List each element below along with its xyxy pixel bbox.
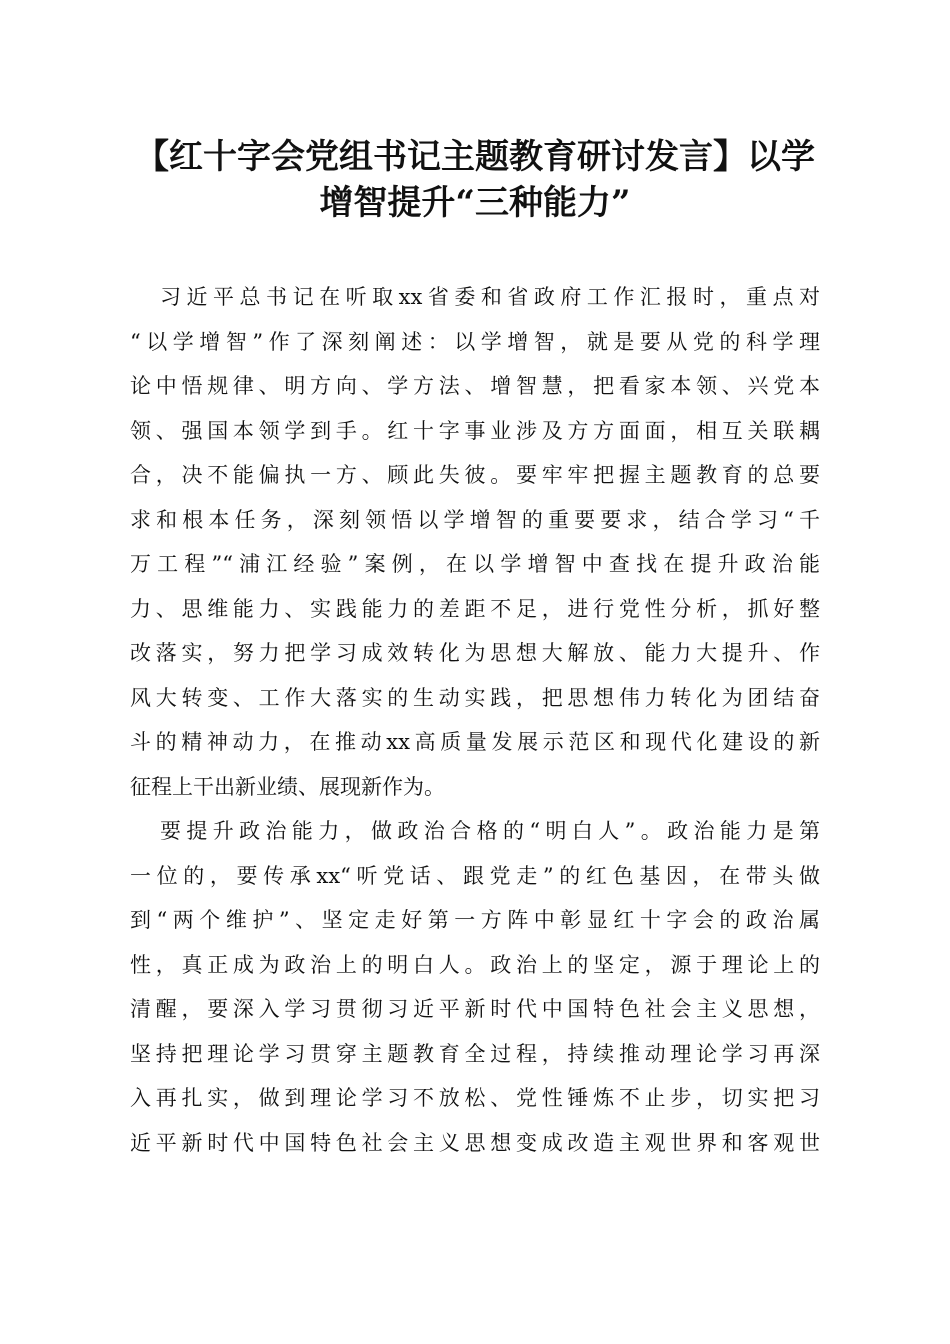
text-line: 万工程”“浦江经验”案例，在以学增智中查找在提升政治能 — [130, 552, 820, 576]
text-line: 习近平总书记在听取xx省委和省政府工作汇报时，重点对 — [160, 285, 820, 309]
text-line: 入再扎实，做到理论学习不放松、党性锤炼不止步，切实把习 — [130, 1086, 820, 1110]
document-title — [90, 134, 860, 226]
text-line: 近平新时代中国特色社会主义思想变成改造主观世界和客观世 — [130, 1130, 820, 1155]
text-line: 论中悟规律、明方向、学方法、增智慧，把看家本领、兴党本 — [130, 374, 820, 398]
text-line: 坚持把理论学习贯穿主题教育全过程，持续推动理论学习再深 — [130, 1041, 820, 1066]
text-line: 性，真正成为政治上的明白人。政治上的坚定，源于理论上的 — [130, 952, 820, 977]
text-line: “以学增智”作了深刻阐述：以学增智，就是要从党的科学理 — [130, 329, 820, 354]
title-line: 【红十字会党组书记主题教育研讨发言】以学 — [135, 137, 815, 177]
text-line: 征程上干出新业绩、展现新作为。 — [130, 774, 445, 799]
paragraph — [130, 809, 820, 1165]
text-line: 风大转变、工作大落实的生动实践，把思想伟力转化为团结奋 — [130, 685, 820, 710]
text-line: 要提升政治能力，做政治合格的“明白人”。政治能力是第 — [160, 819, 820, 843]
title-line: 增智提升“三种能力” — [319, 183, 631, 223]
text-line: 改落实，努力把学习成效转化为思想大解放、能力大提升、作 — [130, 641, 820, 665]
text-line: 清醒，要深入学习贯彻习近平新时代中国特色社会主义思想， — [130, 997, 820, 1021]
paragraph — [130, 275, 820, 809]
text-line: 一位的，要传承xx“听党话、跟党走”的红色基因，在带头做 — [130, 863, 820, 888]
text-line: 力、思维能力、实践能力的差距不足，进行党性分析，抓好整 — [130, 596, 820, 621]
text-line: 求和根本任务，深刻领悟以学增智的重要要求，结合学习“千 — [130, 507, 820, 532]
text-line: 斗的精神动力，在推动xx高质量发展示范区和现代化建设的新 — [130, 730, 820, 754]
text-line: 合，决不能偏执一方、顾此失彼。要牢牢把握主题教育的总要 — [130, 463, 820, 487]
text-line: 到“两个维护”、坚定走好第一方阵中彰显红十字会的政治属 — [130, 908, 820, 932]
document-body — [130, 275, 820, 1165]
text-line: 领、强国本领学到手。红十字事业涉及方方面面，相互关联耦 — [130, 418, 820, 443]
